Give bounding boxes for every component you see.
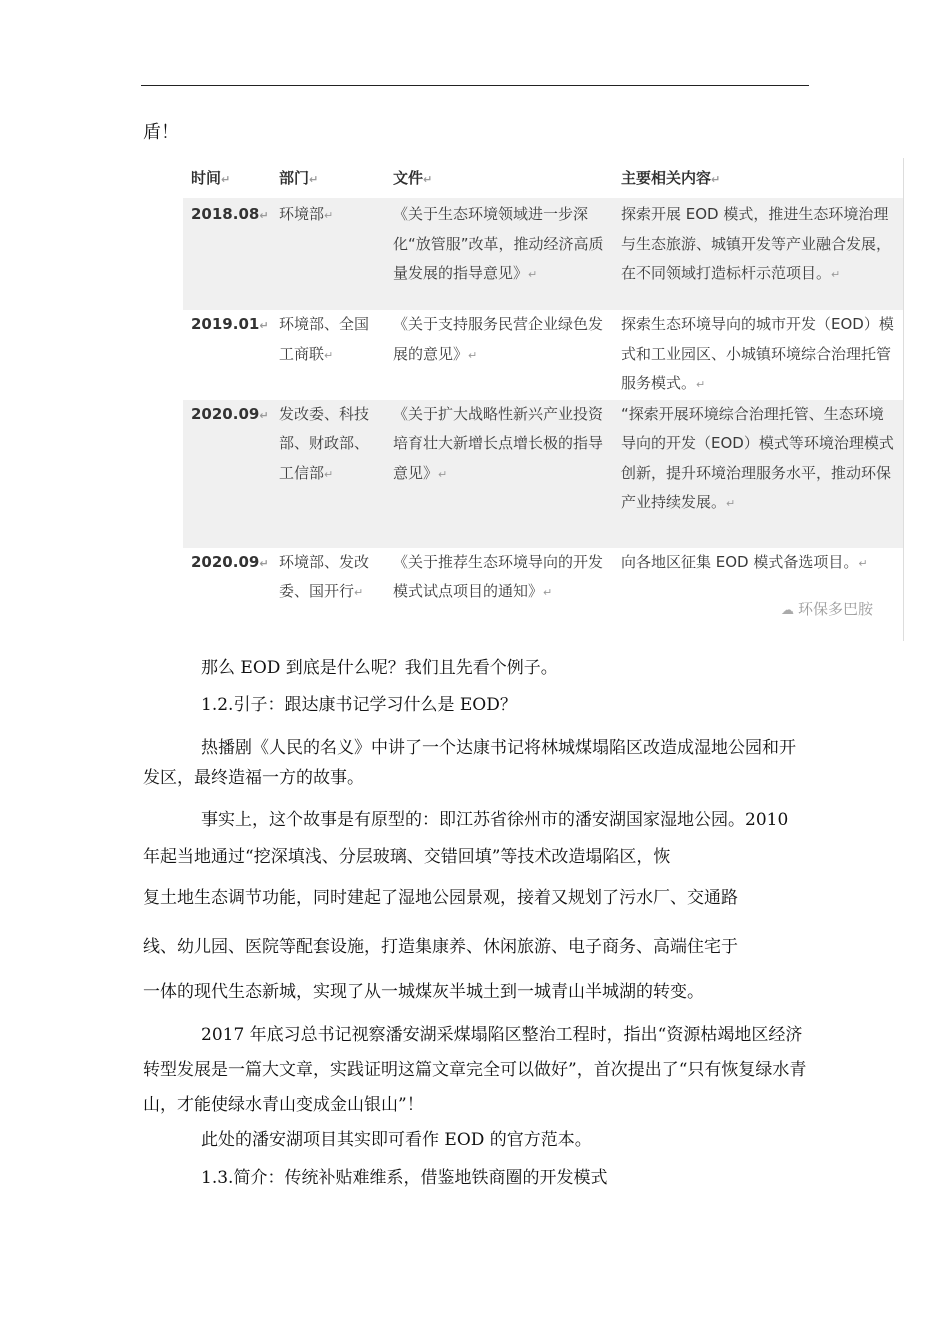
row-content: 向各地区征集 EOD 模式备选项目。↵: [621, 552, 868, 571]
row-content: 探索开展 EOD 模式，推进生态环境治理与生态旅游、城镇开发等产业融合发展，在不同领域打造标杆示范项目。↵: [613, 198, 903, 310]
paragraph: 热播剧《人民的名义》中讲了一个达康书记将林城煤塌陷区改造成湿地公园和开发区，最终造福一方的故事。: [143, 738, 796, 788]
table-row: [183, 310, 903, 400]
link-text[interactable]: 电子商务: [568, 937, 636, 956]
paragraph-line: 复土地生态调节功能，同时建起了湿地公园景观，接着又规划了污水厂、交通路: [143, 888, 738, 908]
row-doc: 《关于生态环境领域进一步深化“放管服”改革，推动经济高质量发展的指导意见》↵: [385, 198, 613, 310]
text-fragment: 盾！: [143, 122, 179, 143]
row-date: 2020.09↵: [183, 400, 271, 548]
table-row: [183, 548, 903, 644]
section-heading: 1.3.简介：传统补贴难维系，借鉴地铁商圈的开发模式: [201, 1168, 608, 1188]
table-header-row: [183, 158, 903, 198]
row-dept: 环境部、发改委、国开行↵: [279, 552, 370, 600]
section-heading: 1.2.引子：跟达康书记学习什么是 EOD？: [201, 695, 517, 715]
paragraph: 事实上，这个故事是有原型的：即江苏省徐州市的潘安湖国家湿地公园。2010 年起当地通过“挖深填浅、分层玻璃、交错回填”等技术改造塌陷区，恢: [143, 810, 789, 867]
header-rule: [141, 85, 809, 86]
row-doc: 《关于扩大战略性新兴产业投资 培育壮大新增长点增长极的指导意见》↵: [385, 400, 613, 548]
header-dept: 部门↵: [279, 169, 319, 187]
header-content: 主要相关内容↵: [621, 169, 721, 187]
paragraph-line: 线、幼儿园、医院等配套设施，打造集康养、休闲旅游、电子商务、高端住宅于: [143, 937, 738, 957]
row-dept: 环境部、全国工商联↵: [279, 315, 370, 363]
wechat-icon: ☁: [780, 603, 794, 618]
row-doc: 《关于推荐生态环境导向的开发模式试点项目的通知》↵: [393, 552, 604, 600]
row-date: 2020.09↵: [191, 552, 269, 571]
paragraph-line: 一体的现代生态新城，实现了从一城煤灰半城土到一城青山半城湖的转变。: [143, 982, 704, 1002]
link-text[interactable]: 污水: [619, 888, 653, 907]
row-dept: 环境部↵: [271, 198, 385, 310]
row-dept: 发改委、科技部、财政部、工信部↵: [271, 400, 385, 548]
paragraph: 那么 EOD 到底是什么呢？我们且先看个例子。: [201, 658, 558, 678]
row-content: “探索开展环境综合治理托管、生态环境导向的开发（EOD）模式等环境治理模式创新，提升环境治理服务水平，推动环保产业持续发展。↵: [613, 400, 903, 548]
watermark: ☁ 环保多巴胺: [780, 600, 873, 618]
header-doc: 文件↵: [393, 169, 433, 187]
row-content: 探索生态环境导向的城市开发（EOD）模式和工业园区、小城镇环境综合治理托管服务模式。↵: [621, 315, 894, 392]
paragraph: 2017 年底习总书记视察潘安湖采煤塌陷区整治工程时，指出“资源枯竭地区经济转型发展是一篇大文章，实践证明这篇文章完全可以做好”，首次提出了“只有恢复绿水青山，才能使绿水青山变成金山银山”！: [143, 1025, 807, 1115]
paragraph: 此处的潘安湖项目其实即可看作 EOD 的官方范本。: [201, 1130, 592, 1150]
table-row: [183, 198, 903, 310]
header-date: 时间↵: [191, 169, 231, 187]
policy-table-image: [183, 158, 904, 641]
table-row: [183, 400, 903, 548]
row-doc: 《关于支持服务民营企业绿色发展的意见》↵: [393, 315, 604, 363]
policy-table: [183, 158, 903, 644]
row-date: 2018.08↵: [183, 198, 271, 310]
row-date: 2019.01↵: [191, 315, 269, 333]
